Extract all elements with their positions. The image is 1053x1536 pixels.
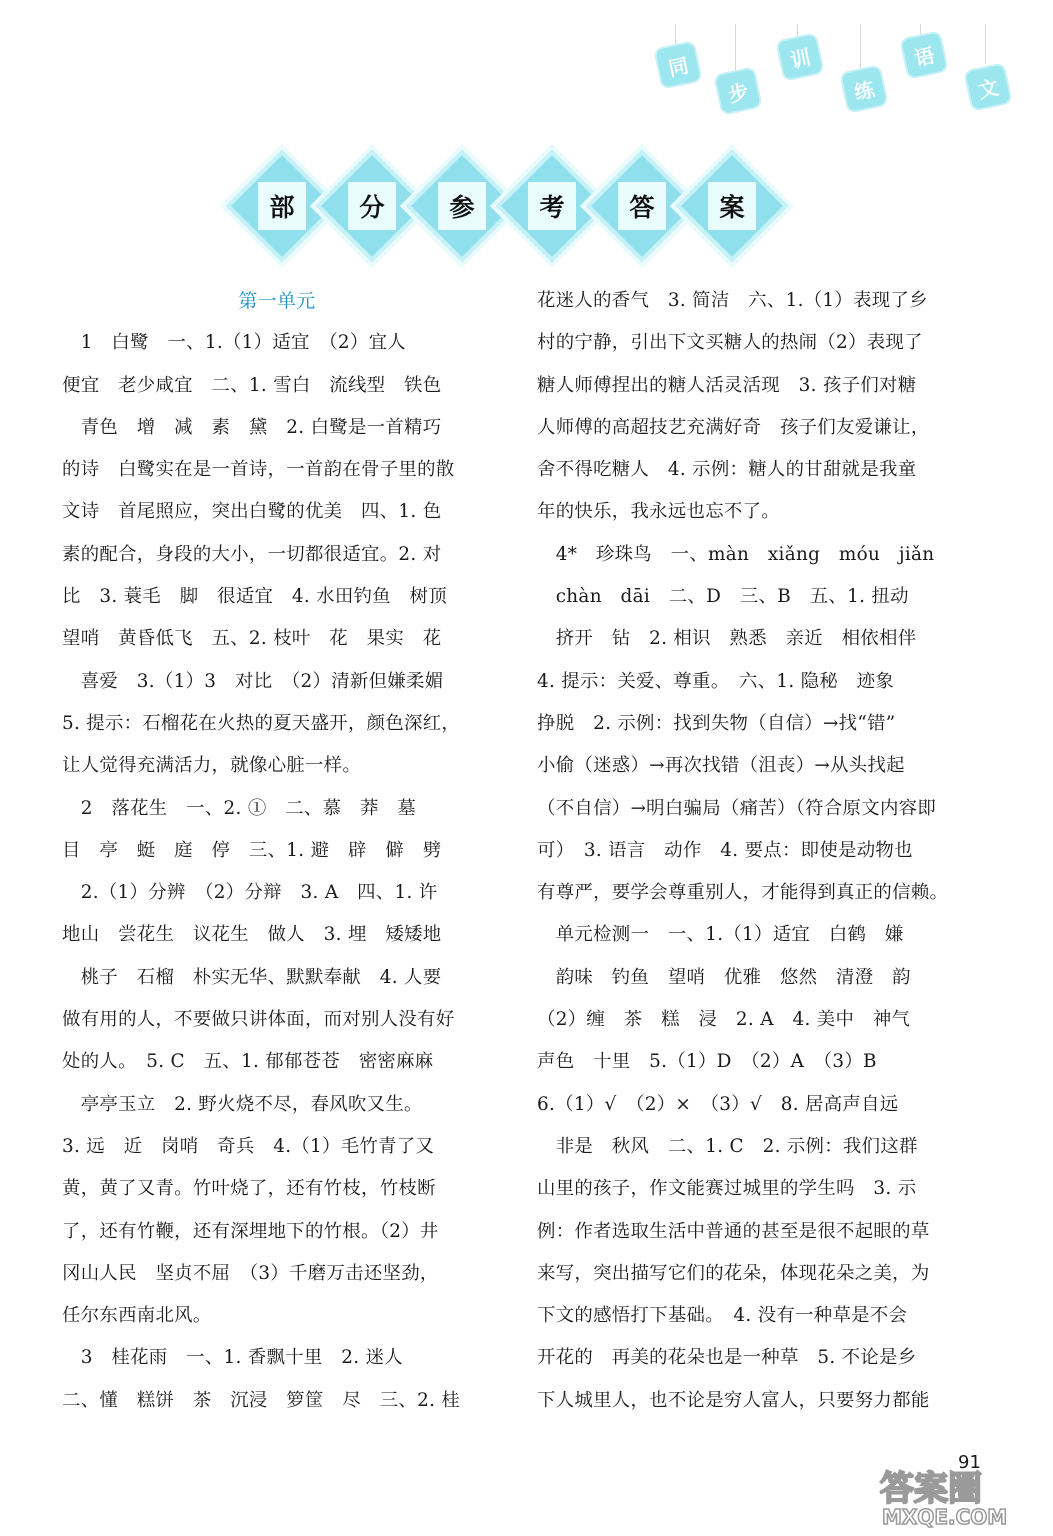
answer-line: 人师傅的高超技艺充满好奇 孩子们友爱谦让， [537, 416, 930, 438]
answer-line: 便宜 老少咸宜 二、1. 雪白 流线型 铁色 [62, 374, 442, 396]
series-tag-2: 步 [715, 68, 760, 113]
answer-line: 的诗 白鹭实在是一首诗，一首韵在骨子里的散 [62, 459, 455, 481]
header-box [231, 155, 333, 257]
answer-line: 目 亭 蜓 庭 停 三、1. 避 辟 僻 劈 [62, 839, 442, 861]
answer-line: 有尊严，要学会尊重别人，才能得到真正的信赖。 [537, 882, 949, 904]
answer-line: （不自信）→明白骗局（痛苦）（符合原文内容即 [537, 797, 937, 819]
watermark-url: MXQE.COM [882, 1505, 1008, 1528]
answer-line: 黄，黄了又青。竹叶烧了，还有竹枝，竹枝断 [62, 1178, 436, 1200]
answer-line: 例：作者选取生活中普通的甚至是很不起眼的草 [537, 1220, 930, 1242]
answer-line: 1 白鹭 一、1.（1）适宜 （2）宜人 [62, 332, 406, 354]
answer-line: 素的配合，身段的大小，一切都很适宜。2. 对 [62, 543, 442, 565]
header-char: 案 [708, 182, 756, 230]
page-number: 91 [958, 1452, 981, 1473]
answer-line: 比 3. 蓑毛 脚 很适宜 4. 水田钓鱼 树顶 [62, 586, 448, 608]
answer-line: chàn dāi 二、D 三、B 五、1. 扭动 [537, 586, 909, 608]
answer-line: 下人城里人，也不论是穷人富人，只要努力都能 [537, 1389, 930, 1411]
header-box [321, 155, 423, 257]
answer-line: 开花的 再美的花朵也是一种草 5. 不论是乡 [537, 1347, 917, 1369]
answer-line: 单元检测一 一、1.（1）适宜 白鹤 嫌 [537, 924, 904, 946]
series-tag-1: 同 [655, 42, 700, 87]
answer-line: 望哨 黄昏低飞 五、2. 枝叶 花 果实 花 [62, 628, 442, 650]
answer-line: 让人觉得充满活力，就像心脏一样。 [62, 755, 362, 777]
answer-line: 处的人。 5. C 五、1. 郁郁苍苍 密密麻麻 [62, 1051, 434, 1073]
hanging-line [985, 24, 986, 64]
series-tag-6: 文 [965, 64, 1010, 109]
answer-line: 可） 3. 语言 动作 4. 要点：即使是动物也 [537, 839, 913, 861]
answer-line: 4* 珍珠鸟 一、màn xiǎng móu jiǎn [537, 543, 935, 565]
answer-line: 非是 秋风 二、1. C 2. 示例：我们这群 [537, 1135, 918, 1157]
header-char: 分 [348, 182, 396, 230]
answer-line: 亭亭玉立 2. 野火烧不尽，春风吹又生。 [62, 1093, 423, 1115]
answer-line: 6.（1）√ （2）× （3）√ 8. 居高声自远 [537, 1093, 899, 1115]
answer-line: 韵味 钓鱼 望哨 优雅 悠然 清澄 韵 [537, 966, 911, 988]
series-title-tags [655, 24, 1035, 134]
right-column [537, 280, 967, 1422]
page-header [236, 160, 781, 260]
answer-line: 桃子 石榴 朴实无华、默默奉献 4. 人要 [62, 966, 442, 988]
answer-line: 舍不得吃糖人 4. 示例：糖人的甘甜就是我童 [537, 459, 917, 481]
answer-line: 糖人师傅捏出的糖人活灵活现 3. 孩子们对糖 [537, 374, 917, 396]
header-box [681, 155, 783, 257]
series-tag-4: 练 [841, 66, 886, 111]
header-box [501, 155, 603, 257]
answer-line: 任尔东西南北风。 [62, 1305, 212, 1327]
header-char: 参 [438, 182, 486, 230]
header-char: 考 [528, 182, 576, 230]
answer-line: 5. 提示：石榴花在火热的夏天盛开，颜色深红， [62, 712, 461, 734]
answer-line: 二、懂 糕饼 茶 沉浸 箩筐 尽 三、2. 桂 [62, 1389, 461, 1411]
answer-line: 挤开 钻 2. 相识 熟悉 亲近 相依相伴 [537, 628, 917, 650]
answer-line: 山里的孩子，作文能赛过城里的学生吗 3. 示 [537, 1178, 917, 1200]
answer-line: 4. 提示：关爱、尊重。 六、1. 隐秘 迹象 [537, 670, 895, 692]
answer-line: 了，还有竹鞭，还有深埋地下的竹根。（2）井 [62, 1220, 439, 1242]
answer-line: 声色 十里 5.（1）D （2）A （3）B [537, 1051, 877, 1073]
series-tag-3: 训 [777, 34, 822, 79]
answer-line: 冈山人民 坚贞不屈 （3）千磨万击还坚劲， [62, 1262, 439, 1284]
answer-line: 做有用的人，不要做只讲体面，而对别人没有好 [62, 1009, 455, 1031]
answer-line: 2.（1）分辨 （2）分辩 3. A 四、1. 许 [62, 882, 438, 904]
header-box [411, 155, 513, 257]
series-tag-5: 语 [901, 32, 946, 77]
answer-line: 小偷（迷惑）→再次找错（沮丧）→从头找起 [537, 755, 905, 777]
answer-line: 年的快乐，我永远也忘不了。 [537, 501, 780, 523]
answer-line: 喜爱 3.（1）3 对比 （2）清新但嫌柔媚 [62, 670, 444, 692]
answer-line: 来写，突出描写它们的花朵，体现花朵之美，为 [537, 1262, 930, 1284]
answer-line: 村的宁静，引出下文买糖人的热闹（2）表现了 [537, 332, 923, 354]
header-box [591, 155, 693, 257]
answer-line: 3 桂花雨 一、1. 香飘十里 2. 迷人 [62, 1347, 403, 1369]
answer-line: 花迷人的香气 3. 简洁 六、1.（1）表现了乡 [537, 290, 928, 311]
left-column [62, 280, 492, 1422]
hanging-line [860, 24, 861, 72]
watermark-logo-text: 答案圈 [880, 1469, 982, 1509]
answer-line: 文诗 首尾照应，突出白鹭的优美 四、1. 色 [62, 501, 442, 523]
answer-line: 下文的感悟打下基础。 4. 没有一种草是不会 [537, 1305, 908, 1327]
answer-line: 2 落花生 一、2. ① 二、慕 莽 墓 [62, 797, 417, 819]
answer-line: （2）缠 茶 糕 浸 2. A 4. 美中 神气 [537, 1009, 911, 1031]
header-char: 部 [258, 182, 306, 230]
header-char: 答 [618, 182, 666, 230]
answer-line: 地山 尝花生 议花生 做人 3. 埋 矮矮地 [62, 924, 442, 946]
unit-title: 第一单元 [238, 290, 316, 312]
answer-line: 青色 增 减 素 黛 2. 白鹭是一首精巧 [62, 416, 442, 438]
watermark-logo [872, 1462, 1042, 1528]
answer-line: 3. 远 近 岗哨 奇兵 4.（1）毛竹青了又 [62, 1135, 435, 1157]
hanging-line [735, 24, 736, 74]
answer-line: 挣脱 2. 示例：找到失物（自信）→找“错” [537, 712, 896, 734]
